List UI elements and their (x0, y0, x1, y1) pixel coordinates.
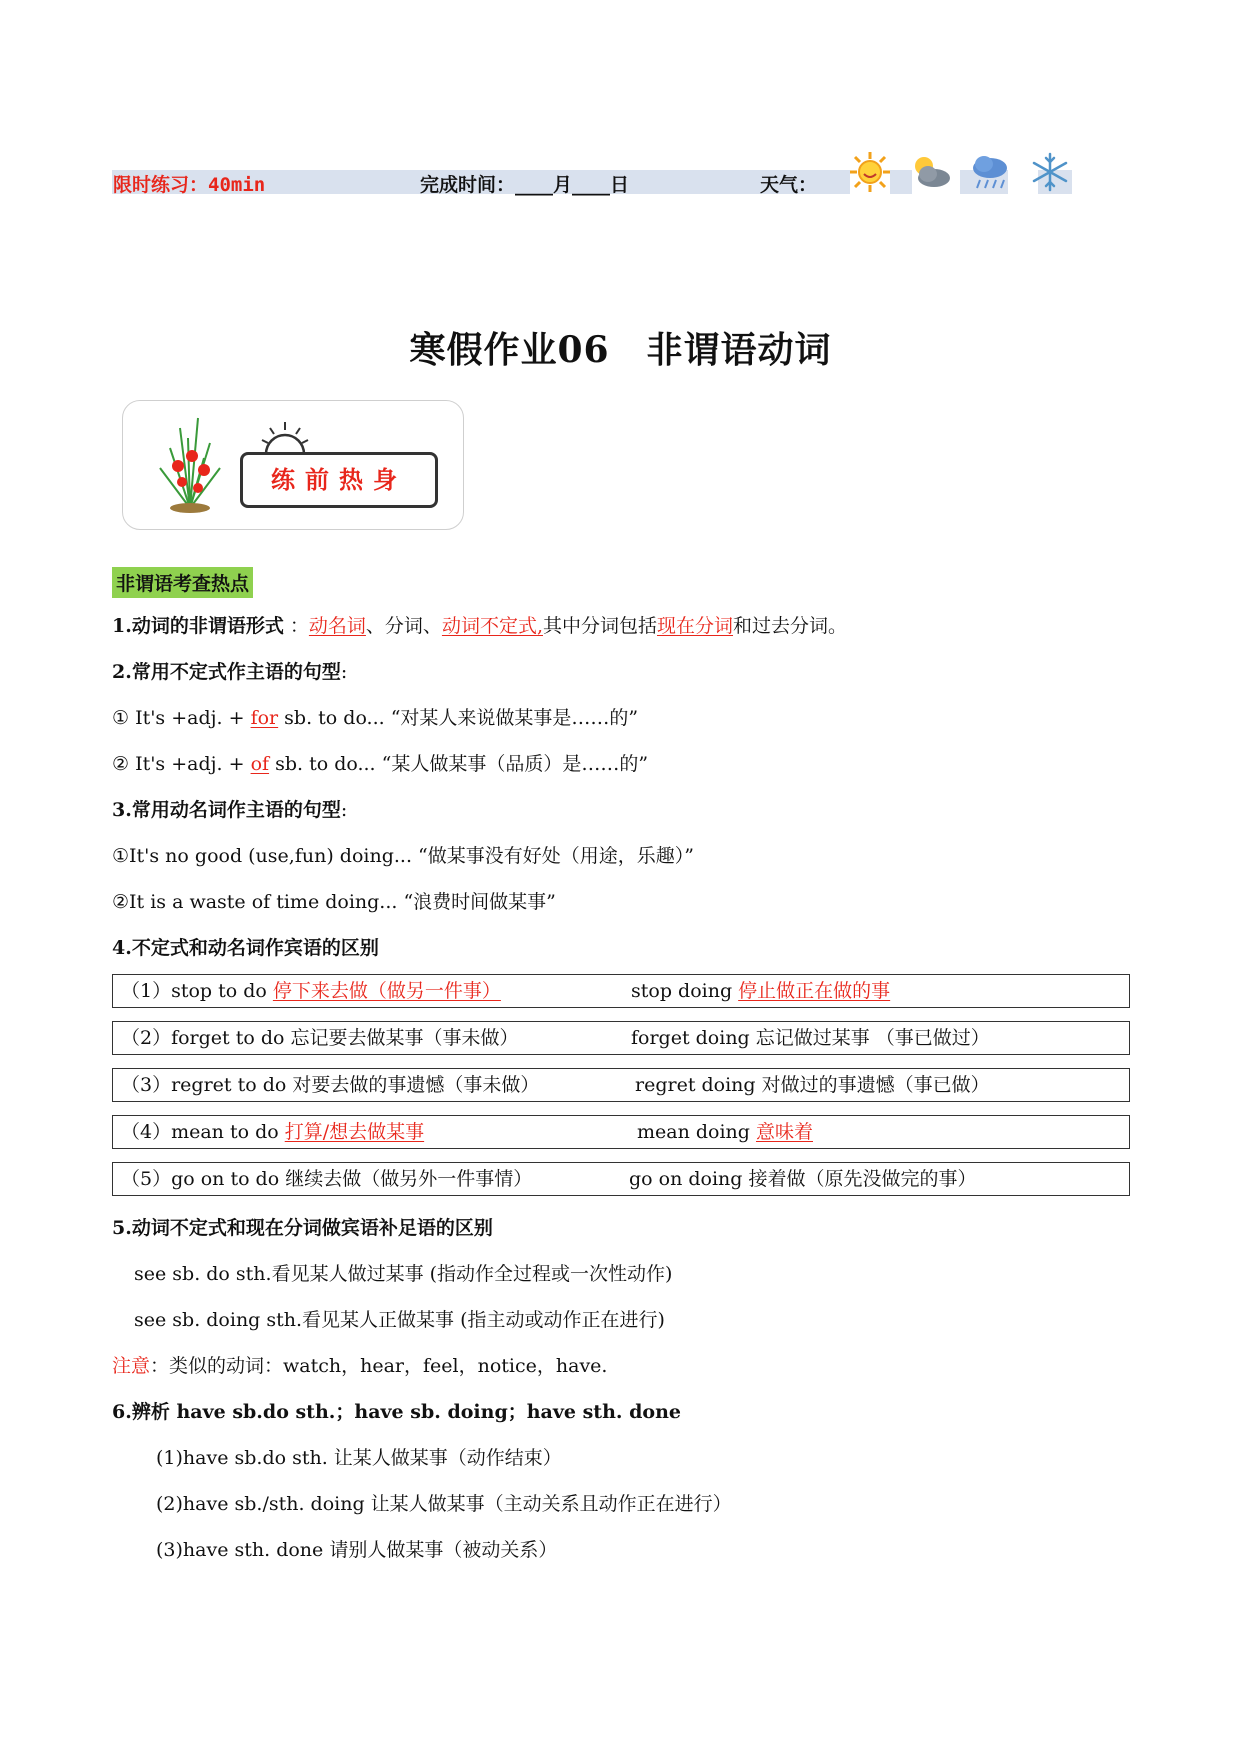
row-right-en: mean doing (637, 1121, 756, 1143)
table-row (112, 1021, 1130, 1055)
row-left (121, 975, 501, 1007)
row-left-en: （1）stop to do (121, 980, 273, 1002)
row-right-cn: 停止做正在做的事 (738, 980, 891, 1002)
row-left-cn: 继续去做（做另外一件事情） (285, 1168, 533, 1190)
note-label: 注意 (112, 1355, 151, 1377)
keyword-present-participle: 现在分词 (657, 615, 734, 637)
keyword-gerund: 动名词 (308, 615, 366, 637)
table-row (112, 1068, 1130, 1102)
point-3-heading (112, 796, 347, 824)
text: 和过去分词。 (733, 615, 848, 637)
row-right (629, 1163, 977, 1195)
point-heading: 1.动词的非谓语形式 (112, 615, 284, 637)
snow-icon (1028, 150, 1072, 194)
row-right-cn: 接着做（原先没做完的事） (748, 1168, 977, 1190)
separator: ： (289, 615, 309, 637)
flower-plant-icon (140, 408, 240, 516)
text: ② It's +adj. + (112, 753, 251, 775)
table-row (112, 1115, 1130, 1149)
point-1 (112, 612, 847, 640)
text: 其中分词包括 (542, 615, 657, 637)
section-tag: 非谓语考查热点 (112, 567, 253, 598)
row-right-en: go on doing (629, 1168, 749, 1190)
cloudy-icon (908, 150, 952, 194)
point-5-line-2: see sb. doing sth.看见某人正做某事 (指主动或动作正在进行) (134, 1309, 665, 1331)
sun-rays-icon (260, 420, 310, 456)
colon: : (340, 799, 348, 821)
row-right-en: forget doing (631, 1027, 756, 1049)
row-right-cn: 对做过的事遗憾（事已做） (761, 1074, 990, 1096)
warmup-label: 练前热身 (271, 465, 407, 494)
row-left-en: （3）regret to do (121, 1074, 293, 1096)
point-6-heading: 6.辨析 have sb.do sth.；have sb. doing；have sth. done (112, 1401, 681, 1423)
time-limit-label: 限时练习：40min (113, 174, 266, 196)
row-left-cn: 打算/想去做某事 (284, 1121, 425, 1143)
row-right-cn: 忘记做过某事 （事已做过） (755, 1027, 990, 1049)
completion-time-label: 完成时间：____月____日 (420, 174, 630, 196)
page-title: 寒假作业06 非谓语动词 (409, 329, 832, 371)
row-right-cn: 意味着 (755, 1121, 813, 1143)
row-left (121, 1116, 424, 1148)
point-2-heading (112, 658, 347, 686)
weather-label: 天气： (760, 174, 818, 196)
point-heading: 2.常用不定式作主语的句型 (112, 661, 341, 683)
row-left-en: （4）mean to do (121, 1121, 285, 1143)
point-4-heading: 4.不定式和动名词作宾语的区别 (112, 937, 379, 959)
point-6-line-1: (1)have sb.do sth. 让某人做某事（动作结束） (156, 1447, 562, 1469)
row-left-cn: 停下来去做（做另一件事） (272, 980, 501, 1002)
row-right-en: stop doing (631, 980, 739, 1002)
note-line (112, 1352, 607, 1380)
keyword-for: for (250, 707, 279, 729)
row-right (635, 1069, 990, 1101)
text: sb. to do... “对某人来说做某事是……的” (278, 707, 639, 729)
point-2-line-2 (112, 750, 648, 778)
point-6-line-2: (2)have sb./sth. doing 让某人做某事（主动关系且动作正在进行） (156, 1493, 732, 1515)
point-6-line-3: (3)have sth. done 请别人做某事（被动关系） (156, 1539, 558, 1561)
keyword-of: of (250, 753, 270, 775)
row-right-en: regret doing (635, 1074, 762, 1096)
row-left-cn: 对要去做的事遗憾（事未做） (292, 1074, 540, 1096)
row-left (121, 1163, 532, 1195)
table-row (112, 974, 1130, 1008)
point-2-line-1 (112, 704, 638, 732)
row-left-cn: 忘记要去做某事（事未做） (290, 1027, 519, 1049)
colon: : (340, 661, 348, 683)
text: 、分词、 (365, 615, 442, 637)
point-heading: 3.常用动名词作主语的句型 (112, 799, 341, 821)
row-left-en: （2）forget to do (121, 1027, 291, 1049)
rain-icon (968, 150, 1012, 194)
row-right (637, 1116, 813, 1148)
row-right (631, 975, 890, 1007)
table-row (112, 1162, 1130, 1196)
row-left (121, 1069, 539, 1101)
point-5-line-1: see sb. do sth.看见某人做过某事 (指动作全过程或一次性动作) (134, 1263, 673, 1285)
point-3-line-2: ②It is a waste of time doing... “浪费时间做某事” (112, 891, 556, 913)
text: ① It's +adj. + (112, 707, 251, 729)
point-5-heading: 5.动词不定式和现在分词做宾语补足语的区别 (112, 1217, 493, 1239)
row-left-en: （5）go on to do (121, 1168, 286, 1190)
row-right (631, 1022, 990, 1054)
note-text: ：类似的动词：watch，hear，feel，notice，have. (150, 1355, 608, 1377)
keyword-infinitive: 动词不定式, (441, 615, 543, 637)
text: sb. to do... “某人做某事（品质）是……的” (269, 753, 649, 775)
point-3-line-1: ①It's no good (use,fun) doing... “做某事没有好处（用途，乐趣）” (112, 845, 694, 867)
row-left (121, 1022, 519, 1054)
sun-icon (848, 150, 892, 194)
